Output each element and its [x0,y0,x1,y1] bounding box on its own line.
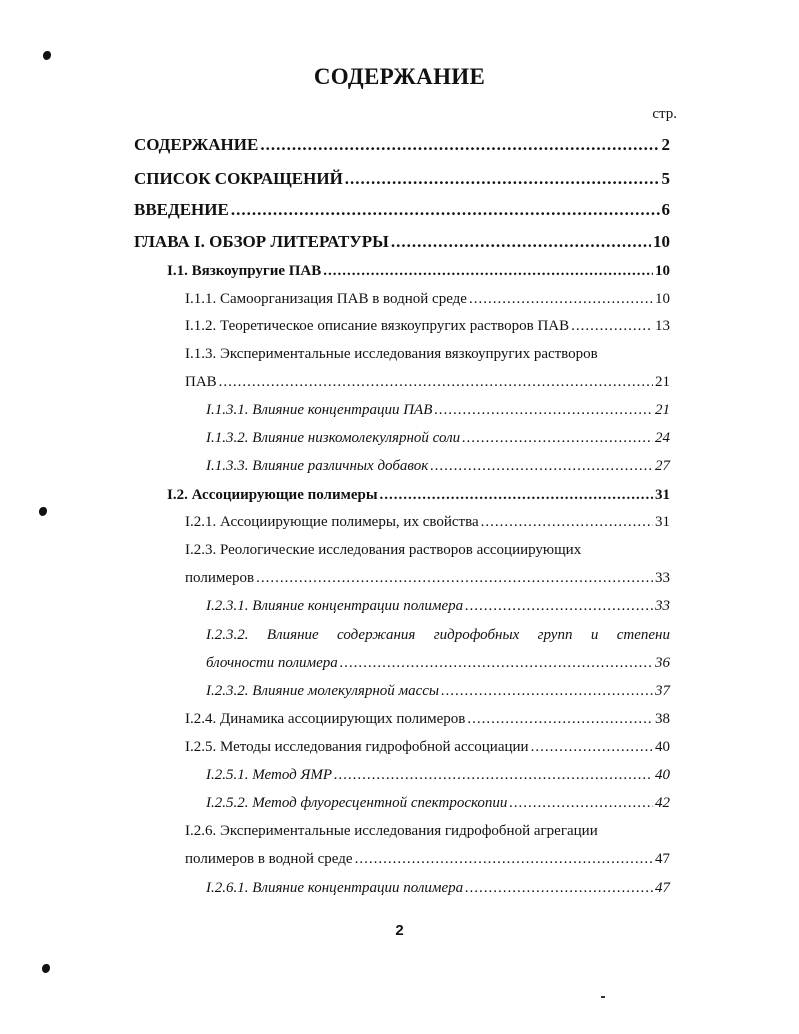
toc-entry[interactable] [167,263,670,280]
toc-entry-page: 2 [661,135,670,154]
toc-entry-title: I.2.5.1. Метод ЯМР [206,767,332,783]
toc-entry-title-line1[interactable]: I.2.3.2. Влияние содержания гидрофобных групп и степени [206,627,670,643]
toc-entry[interactable] [185,374,670,391]
toc-entry-page: 21 [655,402,670,418]
toc-leader [345,169,660,189]
toc-entry-page: 6 [661,200,670,219]
toc-entry-page: 27 [655,458,670,474]
toc-entry[interactable] [185,570,670,587]
toc-leader [469,291,653,308]
toc-entry-title: ГЛАВА I. ОБЗОР ЛИТЕРАТУРЫ [134,232,389,251]
scan-mark [43,51,51,60]
page-title: СОДЕРЖАНИЕ [313,64,486,89]
toc-entry-title: I.2.1. Ассоциирующие полимеры, их свойства [185,514,479,530]
toc-entry-title-line1[interactable]: I.2.6. Экспериментальные исследования гидрофобной агрегации [185,823,598,839]
toc-entry-title: I.1.3.1. Влияние концентрации ПАВ [206,402,433,418]
toc-leader [430,458,653,475]
toc-entry[interactable] [185,711,670,728]
toc-entry-title: I.2. Ассоциирующие полимеры [167,487,378,503]
toc-leader [434,402,653,419]
toc-leader [219,374,653,391]
toc-entry-title: I.2.6.1. Влияние концентрации полимера [206,880,464,896]
toc-entry[interactable] [206,683,670,700]
toc-leader [531,739,653,756]
toc-entry-page: 5 [661,169,670,188]
toc-entry-title: I.1.1. Самоорганизация ПАВ в водной среде [185,291,467,307]
toc-leader [571,318,653,335]
toc-entry[interactable] [134,135,670,155]
toc-entry-page: 13 [655,318,670,334]
scan-mark [42,964,50,973]
toc-entry-page: 47 [655,880,670,896]
toc-entry-page: 31 [655,487,670,503]
toc-entry-page: 40 [655,767,670,783]
toc-entry[interactable] [206,402,670,419]
toc-entry-page: 47 [655,851,670,867]
toc-leader [462,430,653,447]
toc-entry-title: ВВЕДЕНИЕ [134,200,229,219]
toc-entry-page: 10 [653,232,670,251]
toc-entry[interactable] [206,655,670,672]
toc-leader [509,795,653,812]
toc-entry-page: 33 [655,570,670,586]
toc-entry-title: I.2.4. Динамика ассоциирующих полимеров [185,711,466,727]
toc-entry-page: 31 [655,514,670,530]
toc-entry[interactable] [185,739,670,756]
toc-leader [465,598,653,615]
toc-entry-title: I.2.3.2. Влияние молекулярной массы [206,683,440,699]
toc-entry-page: 24 [655,430,670,446]
toc-leader [481,514,653,531]
toc-entry-title: полимеров в водной среде [185,851,353,867]
toc-entry-title: I.1.3.2. Влияние низкомолекулярной соли [206,430,461,446]
toc-entry-page: 10 [655,263,670,279]
page-number: 2 [395,922,404,939]
toc-entry-page: 42 [655,795,670,811]
toc-entry-title: I.1. Вязкоупругие ПАВ [167,263,322,279]
toc-entry[interactable] [206,458,670,475]
toc-leader [441,683,653,700]
toc-entry[interactable] [185,318,670,335]
toc-leader [323,263,653,280]
toc-entry-page: 33 [655,598,670,614]
toc-leader [355,851,653,868]
toc-entry[interactable] [185,514,670,531]
toc-entry-title-line1[interactable]: I.2.3. Реологические исследования растворов ассоциирующих [185,542,582,558]
scan-mark [39,507,47,516]
toc-leader [340,655,653,672]
toc-entry[interactable] [134,169,670,189]
toc-entry-title: I.2.5. Методы исследования гидрофобной ассоциации [185,739,529,755]
toc-leader [260,135,659,155]
toc-entry[interactable] [185,851,670,868]
toc-entry-title: полимеров [185,570,255,586]
toc-leader [467,711,653,728]
toc-entry[interactable] [206,880,670,897]
toc-entry[interactable] [206,430,670,447]
page-column-label: стр. [652,106,677,122]
toc-entry-page: 36 [655,655,670,671]
toc-entry-title: I.1.3.3. Влияние различных добавок [206,458,429,474]
toc-leader [465,880,653,897]
toc-entry-title-line1[interactable]: I.1.3. Экспериментальные исследования вязкоупругих растворов [185,346,598,362]
toc-entry-title: блочности полимера [206,655,338,671]
toc-entry-title: ПАВ [185,374,217,390]
toc-leader [334,767,653,784]
toc-entry[interactable] [185,291,670,308]
toc-leader [231,200,660,220]
toc-leader [256,570,653,587]
toc-entry-page: 21 [655,374,670,390]
toc-entry-title: I.1.2. Теоретическое описание вязкоупругих растворов ПАВ [185,318,570,334]
toc-entry-page: 37 [655,683,670,699]
toc-leader [380,487,653,504]
toc-entry[interactable] [206,767,670,784]
toc-entry[interactable] [206,795,670,812]
toc-entry-page: 40 [655,739,670,755]
toc-entry-page: 38 [655,711,670,727]
toc-entry[interactable] [167,487,670,504]
toc-entry-title: I.2.5.2. Метод флуоресцентной спектроскопии [206,795,508,811]
toc-entry-title: I.2.3.1. Влияние концентрации полимера [206,598,464,614]
toc-entry[interactable] [134,200,670,220]
scan-speck [601,996,605,998]
toc-entry[interactable] [206,598,670,615]
toc-entry-title: СПИСОК СОКРАЩЕНИЙ [134,169,343,188]
toc-leader [391,232,651,252]
toc-entry[interactable] [134,232,670,252]
toc-entry-title: СОДЕРЖАНИЕ [134,135,259,154]
toc-entry-page: 10 [655,291,670,307]
